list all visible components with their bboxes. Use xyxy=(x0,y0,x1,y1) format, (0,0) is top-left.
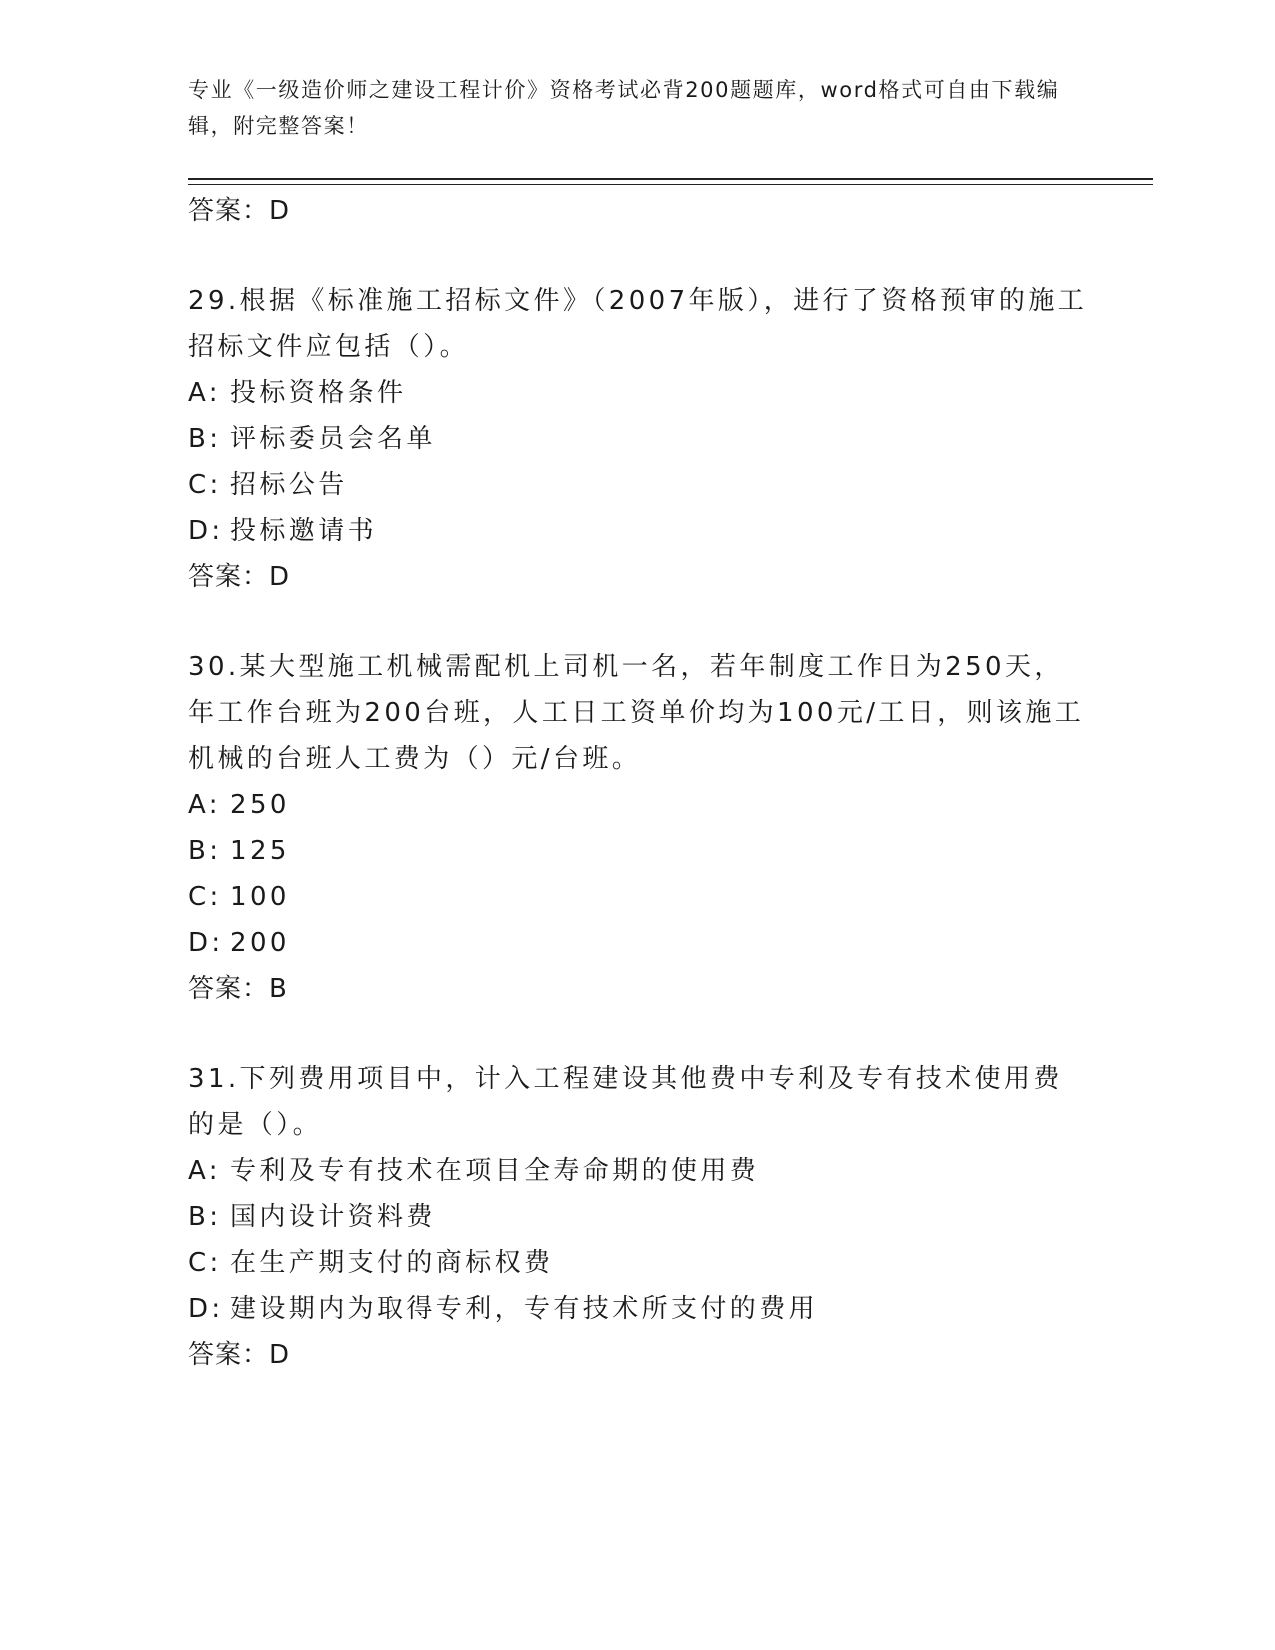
option-a xyxy=(188,782,1088,828)
option-letter: A: xyxy=(188,378,221,408)
question-stem: 31.下列费用项目中，计入工程建设其他费中专利及专有技术使用费的是（）。 xyxy=(188,1064,1063,1140)
option-text: 125 xyxy=(230,836,290,866)
option-letter: C: xyxy=(188,1248,222,1278)
option-c xyxy=(188,874,1088,920)
answer-line: 答案：D xyxy=(188,1340,291,1370)
option-b xyxy=(188,1194,1088,1240)
question-stem: 29.根据《标准施工招标文件》（2007年版），进行了资格预审的施工招标文件应包括（）。 xyxy=(188,286,1088,362)
option-letter: A: xyxy=(188,1156,221,1186)
option-letter: C: xyxy=(188,470,222,500)
option-text: 投标资格条件 xyxy=(230,378,407,408)
option-d xyxy=(188,508,1088,554)
question-stem: 30.某大型施工机械需配机上司机一名，若年制度工作日为250天，年工作台班为200台班，人工日工资单价均为100元/工日，则该施工机械的台班人工费为（）元/台班。 xyxy=(188,652,1085,774)
answer-line: 答案：D xyxy=(188,196,291,226)
option-d xyxy=(188,1286,1088,1332)
option-b xyxy=(188,828,1088,874)
option-letter: B: xyxy=(188,1202,222,1232)
document-body xyxy=(188,188,1088,1378)
option-letter: D: xyxy=(188,1294,224,1324)
option-a xyxy=(188,1148,1088,1194)
option-d xyxy=(188,920,1088,966)
option-letter: B: xyxy=(188,424,222,454)
option-letter: D: xyxy=(188,928,224,958)
header-rule-thick xyxy=(188,178,1153,180)
option-c xyxy=(188,1240,1088,1286)
option-text: 国内设计资料费 xyxy=(230,1202,436,1232)
option-text: 100 xyxy=(230,882,290,912)
option-text: 250 xyxy=(230,790,290,820)
option-letter: A: xyxy=(188,790,221,820)
option-text: 在生产期支付的商标权费 xyxy=(230,1248,554,1278)
question-30 xyxy=(188,644,1088,1012)
option-letter: D: xyxy=(188,516,224,546)
answer-line: 答案：D xyxy=(188,562,291,592)
header-rule-thin xyxy=(188,184,1153,185)
option-text: 专利及专有技术在项目全寿命期的使用费 xyxy=(230,1156,760,1186)
option-text: 招标公告 xyxy=(230,470,348,500)
option-text: 评标委员会名单 xyxy=(230,424,436,454)
option-text: 建设期内为取得专利，专有技术所支付的费用 xyxy=(230,1294,819,1324)
option-text: 投标邀请书 xyxy=(230,516,378,546)
document-header: 专业《一级造价师之建设工程计价》资格考试必背200题题库，word格式可自由下载编辑，附完整答案！ xyxy=(188,78,1060,138)
question-29 xyxy=(188,278,1088,600)
option-letter: C: xyxy=(188,882,222,912)
option-c xyxy=(188,462,1088,508)
option-a xyxy=(188,370,1088,416)
option-b xyxy=(188,416,1088,462)
question-31 xyxy=(188,1056,1088,1378)
option-letter: B: xyxy=(188,836,222,866)
answer-line: 答案：B xyxy=(188,974,288,1004)
option-text: 200 xyxy=(230,928,290,958)
